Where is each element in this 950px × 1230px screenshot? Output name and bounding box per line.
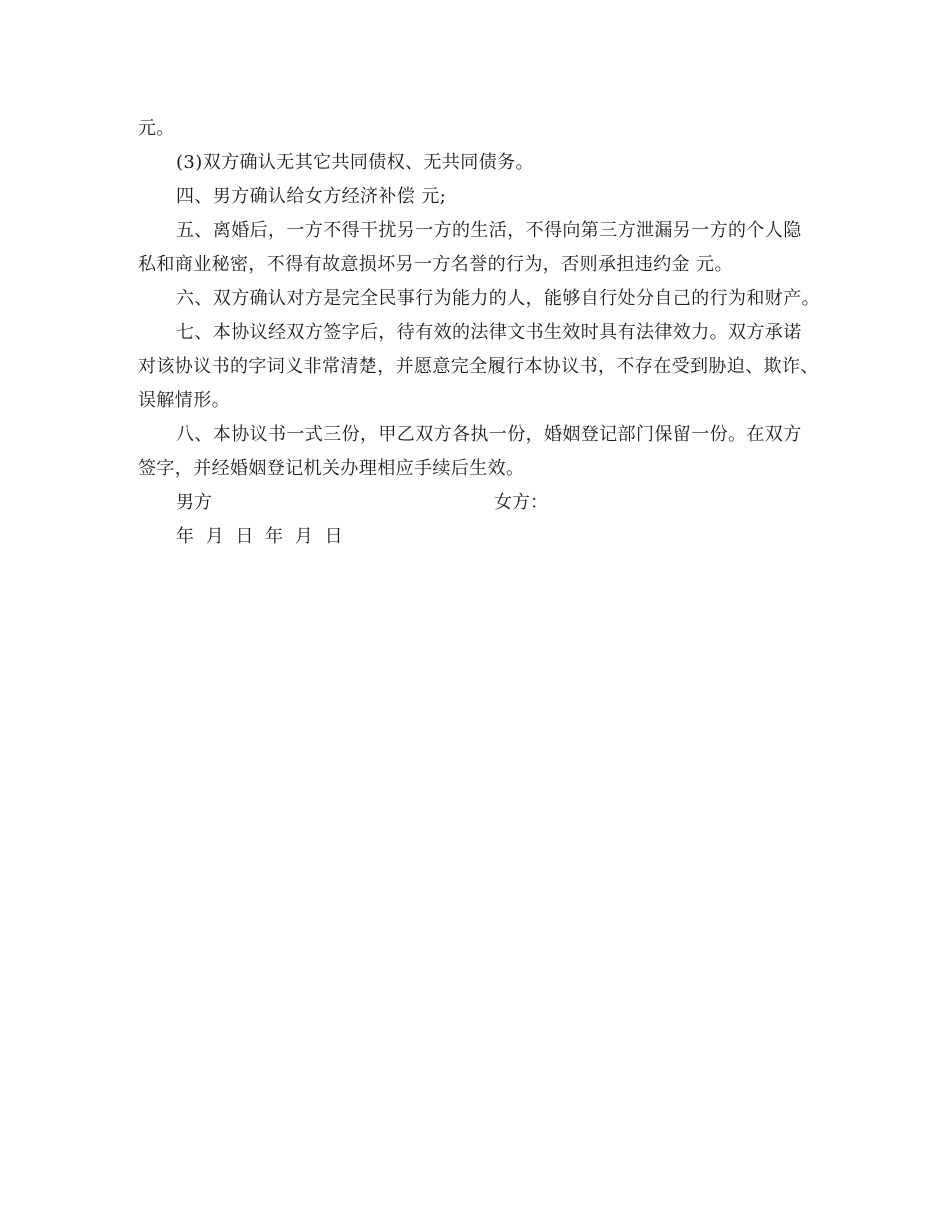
paragraph-line-7: 七、本协议经双方签字后，待有效的法律文书生效时具有法律效力。双方承诺 <box>176 322 802 343</box>
paragraph-line-3: 四、男方确认给女方经济补偿 元; <box>176 186 447 207</box>
signature-row <box>138 486 838 520</box>
paragraph-line-8: 对该协议书的字词义非常清楚，并愿意完全履行本协议书，不存在受到胁迫、欺诈、 <box>138 356 819 377</box>
paragraph-line-2: (3)双方确认无其它共同债权、无共同债务。 <box>176 152 534 173</box>
paragraph-line-4: 五、离婚后，一方不得干扰另一方的生活，不得向第三方泄漏另一方的个人隐 <box>176 220 802 241</box>
signature-date-line: 年 月 日 年 月 日 <box>176 526 343 547</box>
male-signature-label: 男方 <box>176 492 212 513</box>
paragraph-line-1: 元。 <box>138 118 175 139</box>
paragraph-line-9: 误解情形。 <box>138 390 230 411</box>
paragraph-line-10: 八、本协议书一式三份，甲乙双方各执一份，婚姻登记部门保留一份。在双方 <box>176 424 802 445</box>
paragraph-line-5: 私和商业秘密，不得有故意损坏另一方名誉的行为，否则承担违约金 元。 <box>138 254 733 275</box>
female-signature-label: 女方： <box>494 492 548 513</box>
paragraph-line-11: 签字，并经婚姻登记机关办理相应手续后生效。 <box>138 458 525 479</box>
paragraph-line-6: 六、双方确认对方是完全民事行为能力的人，能够自行处分自己的行为和财产。 <box>176 288 820 309</box>
document-body <box>138 112 838 554</box>
